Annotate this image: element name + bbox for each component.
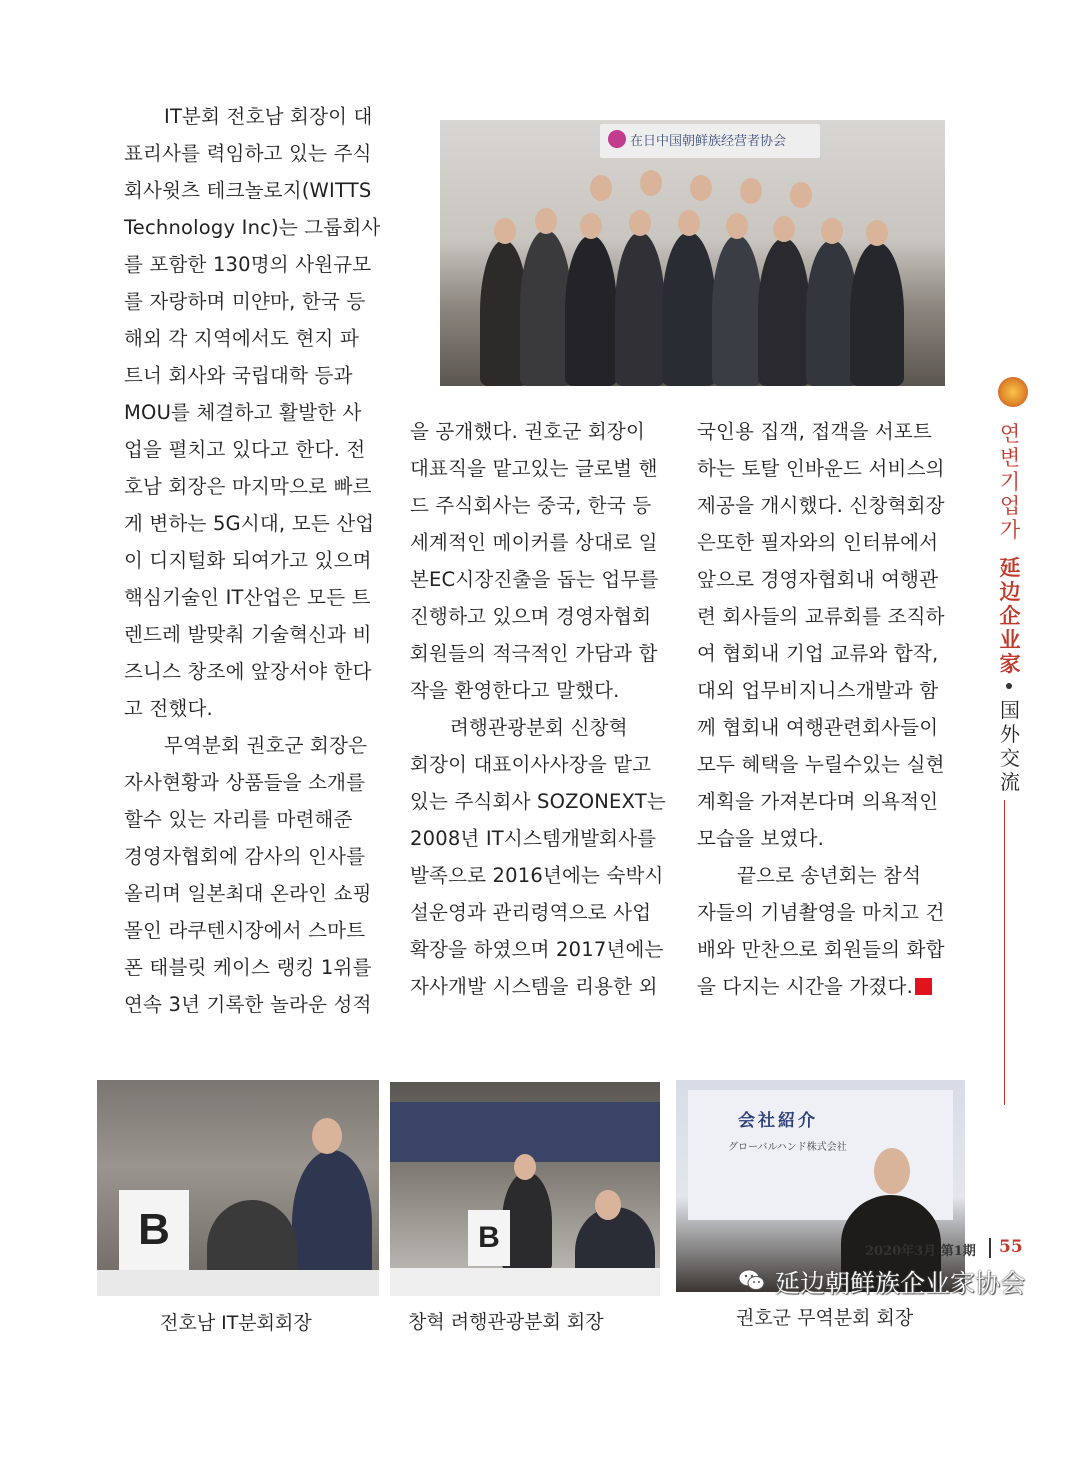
article-line: 설운영과 관리령역으로 사업 [410,901,652,924]
article-line: 배와 만찬으로 회원들의 화합 [697,938,945,961]
person-figure [712,235,762,386]
article-line: 업을 펼치고 있다고 한다. 전 [124,438,366,461]
article-line: 자사개발 시스템을 리용한 외 [410,975,658,998]
person-head [580,213,602,239]
person-head [773,216,795,242]
article-line: 연속 3년 기록한 놀라운 성적 [124,993,372,1016]
person-head [535,208,557,234]
article-line: 고 전했다. [124,697,213,720]
page-number: 55 [999,1237,1023,1257]
wechat-icon [738,1268,766,1292]
article-line: 표리사를 력임하고 있는 주식 [124,142,372,165]
article-line: 려행관광분회 신창혁 [450,716,628,739]
article-column-2 [410,413,672,1005]
speaker-photo-travel-branch [390,1082,660,1296]
sidebar-rule [1004,800,1005,1105]
person-head [726,213,748,239]
article-line: 올리며 일본최대 온라인 쇼핑 [124,882,372,905]
caption-photo-c: 권호군 무역분회 회장 [736,1307,914,1329]
article-line: 핵심기술인 IT산업은 모든 트 [124,586,371,609]
article-line: 모습을 보였다. [697,827,825,850]
article-line: 이 디지털화 되여가고 있으며 [124,549,372,572]
projection-screen [390,1102,660,1162]
watermark-text: 延边朝鲜族企业家协会 [775,1269,1026,1298]
person-figure [662,232,716,386]
person-head [494,218,516,244]
article-line: 대외 업무비지니스개발과 함 [697,679,939,702]
article-line: 렌드레 발맞춰 기술혁신과 비 [124,623,372,646]
end-mark-icon [915,978,932,995]
article-line: 회사윗츠 테크놀로지(WITTS [124,179,372,202]
article-column-3 [697,413,959,1005]
footer-divider [989,1238,991,1258]
caption-photo-a: 전호남 IT분회회장 [160,1312,312,1334]
article-line: 진행하고 있으며 경영자협회 [410,605,652,628]
article-line: 할수 있는 자리를 마련해준 [124,808,353,831]
article-line: 경영자협회에 감사의 인사를 [124,845,366,868]
article-line: 작을 환영한다고 말했다. [410,679,620,702]
article-line: 게 변하는 5G시대, 모든 산업 [124,512,375,535]
magazine-logo-icon [998,377,1028,407]
table-cloth [97,1270,379,1296]
article-line: 발족으로 2016년에는 숙박시 [410,864,664,887]
event-banner [600,124,820,158]
person-head [690,175,712,201]
issue-date: 2020年3月 第1期 [865,1244,976,1259]
event-banner-text: 在日中国朝鲜族经营者协会 [630,134,787,149]
article-line: 께 협회내 여행관련회사들이 [697,716,939,739]
article-line: 해외 각 지역에서도 현지 파 [124,327,360,350]
person-head [740,178,762,204]
speaker-head [874,1148,910,1194]
article-line: 트너 회사와 국립대학 등과 [124,364,353,387]
person-figure [850,242,904,386]
speaker-head [312,1118,342,1154]
article-line: IT분회 전호남 회장이 대 [164,105,373,128]
speaker-photo-trade-branch [676,1080,965,1292]
article-line: 앞으로 경영자협회내 여행관 [697,568,939,591]
person-figure [565,235,617,386]
article-line: 은또한 필자와의 인터뷰에서 [697,531,939,554]
article-line: 세계적인 메이커를 상대로 일 [410,531,658,554]
article-line: 대표직을 맡고있는 글로벌 핸 [410,457,658,480]
person-head [790,182,812,208]
article-line: 자들의 기념촬영을 마치고 건 [697,901,945,924]
article-line: 국인용 집객, 접객을 서포트 [697,420,933,443]
article-line: 를 포함한 130명의 사원규모 [124,253,372,276]
sidebar-dot [1006,683,1012,689]
group-photo [440,120,945,386]
article-line: 하는 토탈 인바운드 서비스의 [697,457,945,480]
person-head [640,170,662,196]
article-line: MOU를 체결하고 활발한 사 [124,401,362,424]
article-line: 드 주식회사는 중국, 한국 등 [410,494,652,517]
slide-title: 会社紹介 [738,1111,818,1131]
person-head [629,210,651,236]
person-figure [615,232,665,386]
sidebar-korean-title: 연 변 기 업 가 [999,422,1021,542]
person-head [866,220,888,246]
slide-subtitle: グローバルハンド株式会社 [728,1142,847,1153]
article-column-1 [124,98,386,1023]
seated-head [595,1190,621,1220]
article-line: 무역분회 권호군 회장은 [164,734,368,757]
article-line: 련 회사들의 교류회를 조직하 [697,605,945,628]
article-line: 폰 태블릿 케이스 랭킹 1위를 [124,956,372,979]
article-line: 를 자랑하며 미얀마, 한국 등 [124,290,366,313]
article-line: 을 다지는 시간을 가졌다. [697,968,959,1005]
person-head [678,210,700,236]
article-line: 끝으로 송년회는 참석 [737,864,922,887]
person-head [821,218,843,244]
article-line: 계획을 가져본다며 의욕적인 [697,790,939,813]
article-line: 있는 주식회사 SOZONEXT는 [410,790,666,813]
person-head [590,175,612,201]
article-line: 본EC시장진출을 돕는 업무를 [410,568,659,591]
caption-photo-b: 창혁 려행관광분회 회장 [408,1311,604,1333]
speaker-head [514,1154,536,1180]
sidebar-chinese-title: 延 边 企 业 家 [999,555,1021,676]
article-line: 모두 혜택을 누릴수있는 실현 [697,753,945,776]
article-line: Technology Inc)는 그룹회사 [124,216,381,239]
person-figure [758,238,810,386]
article-line: 몰인 라쿠텐시장에서 스마트 [124,919,366,942]
table-cloth [390,1268,660,1296]
article-line: 2008년 IT시스템개발회사를 [410,827,657,850]
sidebar-section-name: 国 外 交 流 [1000,698,1020,794]
article-line: 호남 회장은 마지막으로 빠르 [124,475,372,498]
article-line: 즈니스 창조에 앞장서야 한다 [124,660,372,683]
article-line: 회장이 대표이사사장을 맡고 [410,753,652,776]
speaker-photo-it-branch [97,1080,379,1296]
association-logo-icon [608,130,626,148]
table-card: B [119,1190,189,1270]
article-line: 여 협회내 기업 교류와 합작, [697,642,939,665]
article-line: 확장을 하였으며 2017년에는 [410,938,664,961]
article-line: 자사현황과 상품들을 소개를 [124,771,366,794]
article-line: 을 공개했다. 권호군 회장이 [410,420,646,443]
article-line: 제공을 개시했다. 신창혁회장 [697,494,945,517]
article-line: 회원들의 적극적인 가담과 합 [410,642,658,665]
table-card: B [468,1210,510,1266]
